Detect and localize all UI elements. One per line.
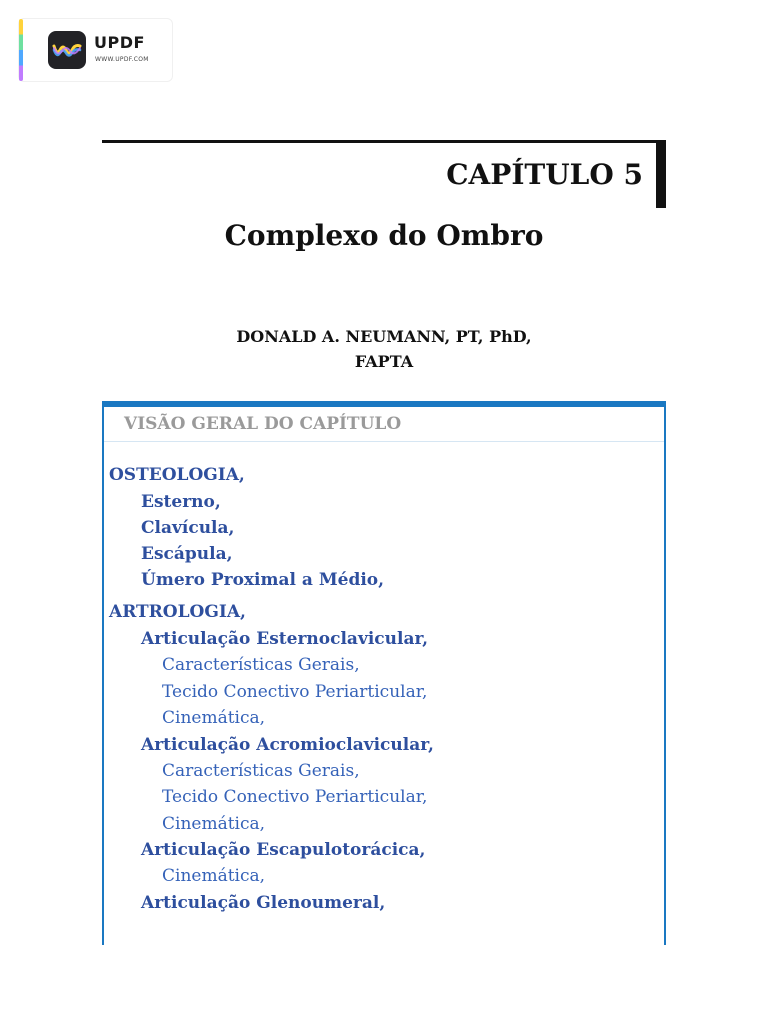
author-line-2: FAPTA	[354, 352, 414, 371]
toc-subitem[interactable]: Tecido Conectivo Periarticular,	[162, 681, 428, 702]
chapter-top-rule	[102, 140, 666, 143]
chapter-title: Complexo do Ombro	[224, 219, 544, 252]
chapter-overview-box	[102, 401, 666, 945]
toc-item[interactable]: Articulação Acromioclavicular,	[141, 734, 434, 755]
author-line-1: DONALD A. NEUMANN, PT, PhD,	[236, 327, 532, 346]
overview-top-bar	[102, 401, 666, 407]
toc-subitem[interactable]: Cinemática,	[162, 708, 266, 728]
toc-section-heading[interactable]: OSTEOLOGIA,	[109, 465, 245, 485]
toc-item[interactable]: Articulação Esternoclavicular,	[141, 629, 429, 649]
updf-color-stripe	[19, 19, 23, 81]
toc-item[interactable]: Esterno,	[141, 492, 221, 512]
updf-badge	[18, 18, 173, 82]
toc-subitem[interactable]: Cinemática,	[162, 866, 266, 886]
chapter-number: CAPÍTULO 5	[446, 158, 643, 191]
toc-subitem[interactable]: Tecido Conectivo Periarticular,	[162, 787, 428, 807]
toc-item[interactable]: Articulação Escapulotorácica,	[141, 840, 426, 860]
toc-subitem[interactable]: Características Gerais,	[162, 760, 360, 781]
overview-toc-list	[109, 462, 434, 916]
toc-section-heading[interactable]: ARTROLOGIA,	[109, 602, 246, 622]
toc-item[interactable]: Articulação Glenoumeral,	[141, 892, 386, 913]
overview-header: VISÃO GERAL DO CAPÍTULO	[124, 414, 402, 434]
updf-brand-name: UPDF	[94, 33, 145, 52]
toc-subitem[interactable]: Cinemática,	[162, 813, 266, 834]
chapter-side-bar	[656, 140, 666, 208]
toc-item[interactable]: Clavícula,	[141, 518, 235, 538]
toc-item[interactable]: Úmero Proximal a Médio,	[141, 570, 385, 590]
toc-item[interactable]: Escápula,	[141, 544, 233, 564]
overview-divider	[104, 441, 664, 442]
toc-subitem[interactable]: Características Gerais,	[162, 655, 360, 675]
updf-logo-icon	[48, 31, 86, 69]
updf-url: WWW.UPDF.COM	[95, 56, 149, 63]
chapter-author	[0, 324, 768, 374]
